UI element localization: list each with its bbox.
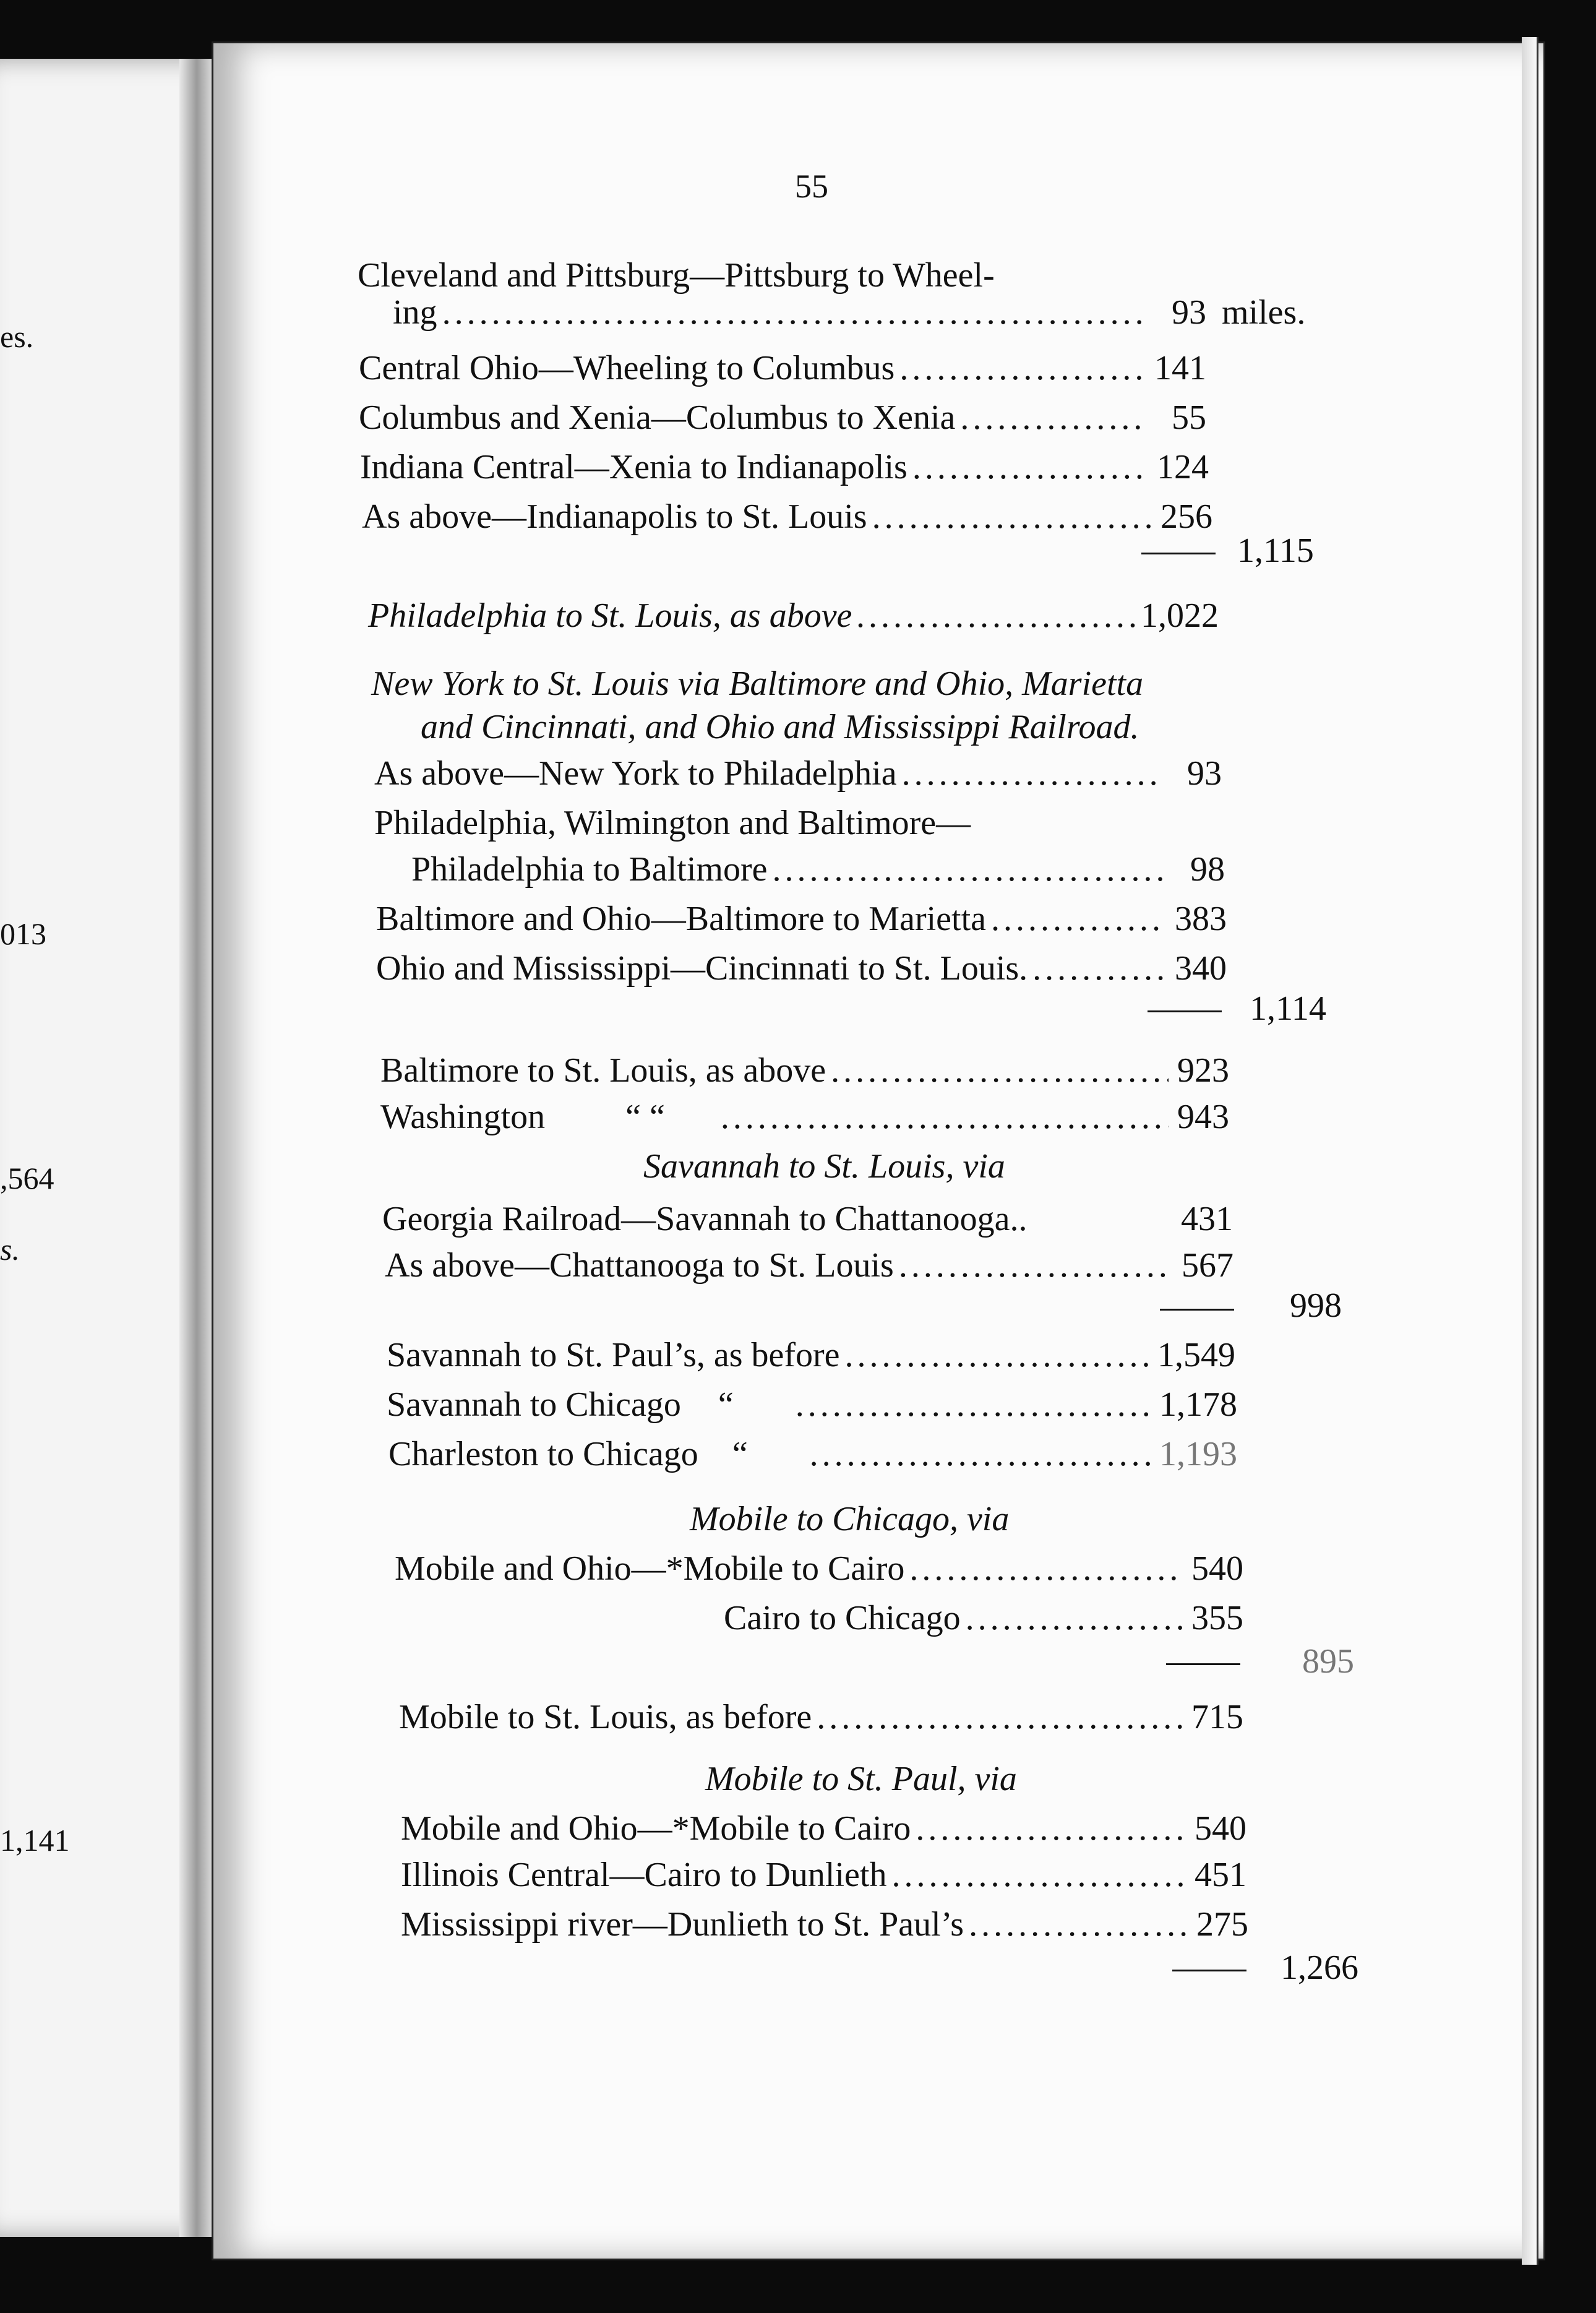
- route-text: Columbus and Xenia—Columbus to Xenia: [359, 398, 956, 437]
- mileage: 355: [1191, 1599, 1243, 1637]
- route-text: Georgia Railroad—Savannah to Chattanooga..: [382, 1200, 1028, 1238]
- route-entry: [382, 1194, 1233, 1244]
- route-entry: [362, 492, 1212, 541]
- page-edge: [1522, 37, 1538, 2265]
- mileage: 55: [1172, 398, 1206, 437]
- route-heading: [371, 659, 1143, 709]
- leader-dots: [831, 1046, 1169, 1095]
- route-entry: [401, 1804, 1246, 1853]
- leader-dots: [810, 1429, 1154, 1479]
- mileage: 715: [1191, 1698, 1243, 1736]
- route-entry: [387, 1380, 1237, 1429]
- mileage: 124: [1157, 448, 1209, 486]
- mileage: 98: [1190, 850, 1225, 889]
- route-text: Charleston to Chicago: [388, 1435, 698, 1473]
- route-heading: [705, 1754, 1017, 1804]
- route-heading-text: Mobile to Chicago, via: [690, 1500, 1010, 1538]
- route-entry: [376, 894, 1227, 944]
- left-fragment: s.: [0, 1232, 20, 1267]
- route-entry: [359, 393, 1206, 442]
- leader-dots: [960, 393, 1146, 442]
- route-text: Central Ohio—Wheeling to Columbus: [359, 349, 895, 387]
- mileage: 451: [1195, 1856, 1246, 1894]
- leader-dots: [899, 1241, 1173, 1290]
- route-entry: [411, 845, 1225, 894]
- route-total: 1,114: [1250, 989, 1326, 1028]
- leader-dots: [902, 749, 1161, 798]
- route-text: ing: [393, 293, 437, 332]
- left-fragment: 1,141: [0, 1823, 70, 1858]
- route-text: As above—New York to Philadelphia: [374, 754, 897, 793]
- route-text: Indiana Central—Xenia to Indianapolis: [360, 448, 907, 486]
- mileage: 540: [1195, 1809, 1246, 1848]
- mileage: 256: [1161, 497, 1212, 536]
- ditto-marks: “ “: [625, 1098, 665, 1136]
- route-text: Philadelphia to Baltimore: [411, 850, 768, 889]
- mileage: 567: [1182, 1246, 1233, 1285]
- route-text: Mobile and Ohio—*Mobile to Cairo: [395, 1549, 905, 1588]
- route-heading-text: and Cincinnati, and Ohio and Mississippi Railroad.: [421, 708, 1139, 746]
- ditto-marks: “: [732, 1435, 748, 1473]
- unit-label: miles.: [1222, 293, 1306, 332]
- route-entry: [359, 343, 1206, 393]
- left-fragment: ,564: [0, 1161, 54, 1195]
- leader-dots: [891, 1850, 1186, 1900]
- route-text: Mississippi river—Dunlieth to St. Paul’s: [401, 1905, 964, 1944]
- route-line: [374, 798, 971, 848]
- route-total: 895: [1302, 1642, 1354, 1681]
- route-entry: [393, 288, 1206, 337]
- mileage: 383: [1175, 900, 1227, 938]
- left-fragment: es.: [0, 319, 34, 354]
- route-text: Savannah to St. Paul’s, as before: [387, 1336, 840, 1374]
- leader-dots: [991, 894, 1166, 944]
- ditto-marks: “: [718, 1385, 734, 1424]
- mileage: 275: [1196, 1905, 1248, 1944]
- route-heading-text: New York to St. Louis via Baltimore and Ohio, Marietta: [371, 665, 1144, 703]
- mileage: 1,178: [1159, 1385, 1237, 1424]
- route-entry: [368, 591, 1219, 640]
- leader-dots: [772, 845, 1164, 894]
- route-heading-text: Mobile to St. Paul, via: [705, 1760, 1017, 1798]
- route-entry: [395, 1544, 1243, 1593]
- mileage: 1,193: [1159, 1435, 1237, 1473]
- leader-dots: [966, 1593, 1183, 1643]
- total-rule: [1166, 1663, 1240, 1665]
- mileage: 540: [1191, 1549, 1243, 1588]
- route-text: Ohio and Mississippi—Cincinnati to St. Louis.: [376, 949, 1028, 988]
- route-total: 1,115: [1237, 532, 1314, 570]
- leader-dots: [872, 492, 1152, 541]
- mileage: 431: [1181, 1200, 1233, 1238]
- route-text: Philadelphia to St. Louis, as above: [368, 597, 852, 635]
- leader-dots: [442, 288, 1146, 337]
- route-entry: [387, 1330, 1235, 1380]
- route-text: Illinois Central—Cairo to Dunlieth: [401, 1856, 887, 1894]
- route-entry: [380, 1092, 1229, 1142]
- route-entry: [401, 1900, 1248, 1949]
- mileage: 1,549: [1157, 1336, 1235, 1374]
- page-number: 55: [795, 168, 828, 205]
- route-heading: [421, 702, 1139, 752]
- leader-dots: [817, 1692, 1183, 1742]
- mileage: 340: [1175, 949, 1227, 988]
- route-entry: [401, 1850, 1246, 1900]
- leader-dots: [1032, 944, 1166, 993]
- total-rule: [1148, 1010, 1222, 1012]
- route-text: Mobile and Ohio—*Mobile to Cairo: [401, 1809, 911, 1848]
- total-rule: [1141, 553, 1216, 554]
- leader-dots: [857, 591, 1136, 640]
- leader-dots: [969, 1900, 1188, 1949]
- route-entry: [724, 1593, 1243, 1643]
- route-text: As above—Indianapolis to St. Louis: [362, 497, 867, 536]
- route-entry: [380, 1046, 1229, 1095]
- total-rule: [1172, 1970, 1246, 1971]
- route-heading: [643, 1142, 1005, 1191]
- route-entry: [374, 749, 1222, 798]
- route-heading-text: Savannah to St. Louis, via: [643, 1147, 1005, 1186]
- mileage: 93: [1172, 293, 1206, 332]
- route-entry: [376, 944, 1227, 993]
- route-entry: [388, 1429, 1237, 1479]
- leader-dots: [845, 1330, 1152, 1380]
- route-total: 1,266: [1281, 1949, 1358, 1987]
- route-text: Cleveland and Pittsburg—Pittsburg to Wheel-: [358, 256, 995, 295]
- route-text: Savannah to Chicago: [387, 1385, 681, 1424]
- leader-dots: [899, 343, 1146, 393]
- mileage: 93: [1187, 754, 1222, 793]
- leader-dots: [796, 1380, 1154, 1429]
- mileage: 923: [1177, 1051, 1229, 1090]
- route-text: Philadelphia, Wilmington and Baltimore—: [374, 804, 971, 842]
- leader-dots: [912, 442, 1148, 492]
- route-heading: [690, 1494, 1009, 1544]
- route-entry: [360, 442, 1209, 492]
- leader-dots: [916, 1804, 1186, 1853]
- route-text: Washington: [380, 1098, 546, 1136]
- route-text: As above—Chattanooga to St. Louis: [385, 1246, 894, 1285]
- leader-dots: [909, 1544, 1183, 1593]
- leader-dots: [721, 1092, 1169, 1142]
- mileage: 1,022: [1141, 597, 1219, 635]
- route-entry: [399, 1692, 1243, 1742]
- route-entry: [385, 1241, 1233, 1290]
- mileage: 943: [1177, 1098, 1229, 1136]
- total-rule: [1160, 1309, 1234, 1311]
- route-text: Baltimore and Ohio—Baltimore to Marietta: [376, 900, 986, 938]
- left-fragment: 013: [0, 916, 46, 951]
- route-text: Baltimore to St. Louis, as above: [380, 1051, 826, 1090]
- route-text: Cairo to Chicago: [724, 1599, 961, 1637]
- route-text: Mobile to St. Louis, as before: [399, 1698, 812, 1736]
- route-total: 998: [1290, 1286, 1342, 1325]
- mileage: 141: [1154, 349, 1206, 387]
